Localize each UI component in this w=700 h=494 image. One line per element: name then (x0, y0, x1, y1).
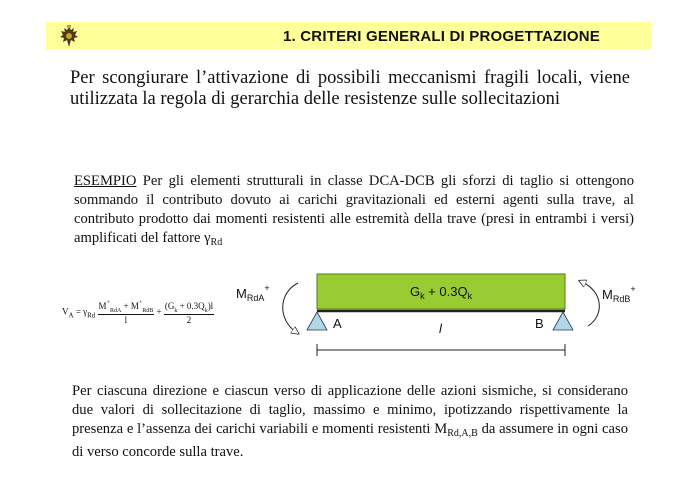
beam-diagram (230, 268, 650, 368)
formula-lhs: V (62, 306, 69, 317)
footer-symbol: M (434, 421, 448, 437)
example-text: Per gli elementi strutturali in classe DCA-DCB gli sforzi di taglio si ottengono sommando il contributo dovuto ai carichi gravitazionali ed esterni agenti sulla trave, al contributo prodotto dai momenti resistenti alle estremità della trave (presi in entrambi i versi) amplificati del fattore (74, 173, 634, 246)
moment-right-arrow (582, 282, 599, 326)
formula-num3b-sub: k (204, 307, 208, 314)
eagle-crest-icon (58, 25, 80, 49)
page-title: 1. CRITERI GENERALI DI PROGETTAZIONE (283, 28, 600, 45)
formula-den1: l (124, 315, 128, 325)
formula-num1-sup: + (106, 300, 110, 306)
intro-paragraph: Per scongiurare l’attivazione di possibili meccanismi fragili locali, viene utilizzata la regola di gerarchia delle resistenze sulle sollecitazioni (70, 68, 630, 109)
formula-den2: 2 (186, 314, 192, 325)
formula-fraction-1 (98, 300, 155, 325)
example-paragraph (74, 172, 634, 252)
formula-num1: M (98, 301, 107, 311)
moment-left-arrow (283, 283, 298, 332)
footer-paragraph (72, 382, 628, 462)
support-b (553, 312, 573, 330)
formula-num3c: )l (207, 300, 214, 311)
formula-fraction-2 (164, 301, 214, 325)
formula-plus2: + (154, 306, 164, 317)
formula-lhs-sub: A (68, 311, 74, 320)
formula-gamma-sub: Rd (87, 311, 96, 320)
moment-right-label: $M_{RdB}^+$ (602, 284, 636, 304)
factor-symbol: γ (204, 230, 211, 246)
footer-tail: da assumere in ogni caso di verso concorde sulla trave. (72, 421, 628, 460)
formula-num2-sup: + (138, 300, 143, 306)
footer-symbol-sub: Rd,A,B (447, 428, 478, 439)
formula-num3: (G (164, 300, 175, 311)
formula-equals: = γ (73, 306, 88, 317)
formula-num2-sub: RdB (142, 308, 154, 314)
support-a-label: A (333, 316, 342, 331)
footer-text: Per ciascuna direzione e ciascun verso di applicazione delle azioni sismiche, si considerano due valori di sollecitazione di taglio, massimo e minimo, ipotizzando rispettivamente la presenza e l’assenza dei carichi variabili e momenti resistenti (72, 383, 628, 437)
shear-formula (62, 300, 214, 325)
support-b-label: B (535, 316, 544, 331)
factor-subscript: Rd (210, 237, 223, 248)
example-label: ESEMPIO (74, 173, 137, 189)
span-label: l (439, 321, 442, 336)
support-a (307, 312, 327, 330)
load-label: $G_k + 0.3Q_k$ (409, 284, 473, 301)
formula-num1-sub: RdA (109, 308, 122, 314)
formula-plus1: + M (121, 301, 139, 311)
formula-num3-sub: k (174, 307, 178, 314)
moment-left-label: $M_{RdA}^+$ (236, 283, 270, 303)
formula-num3b: + 0.3Q (177, 300, 205, 311)
